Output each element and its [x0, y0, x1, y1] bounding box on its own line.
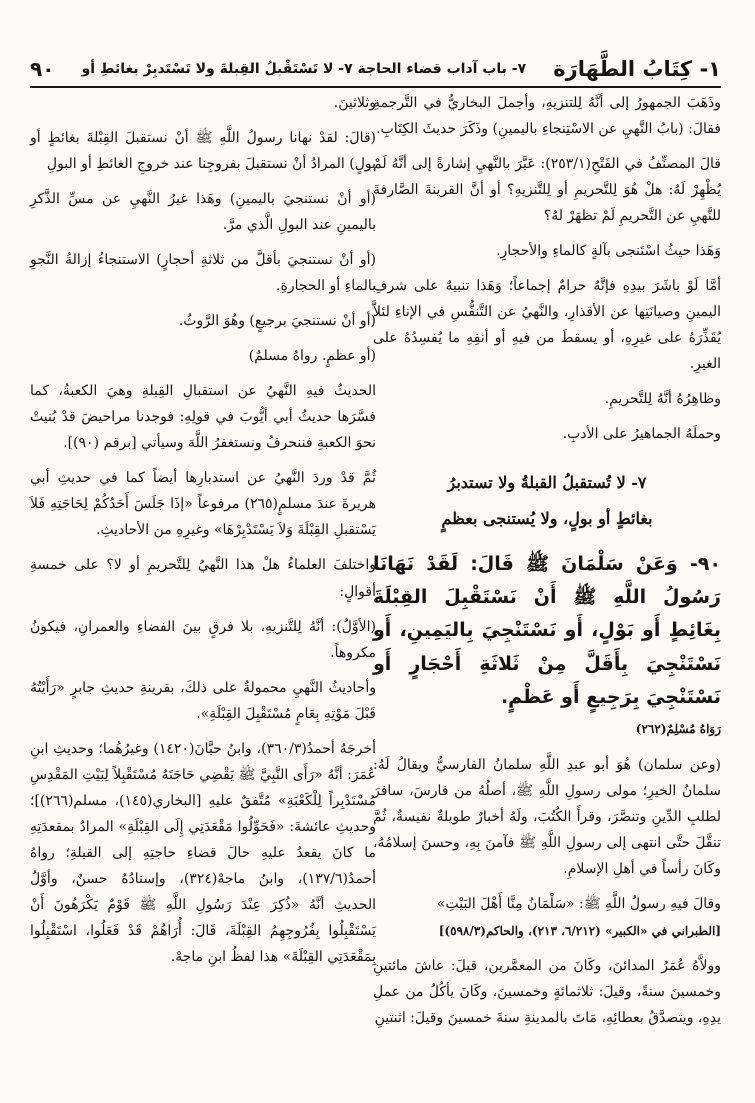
- book-title: ١- كِتَابُ الطَّهَارَة: [553, 57, 721, 81]
- paragraph: (أو أنْ نستنجيَ بأقلَّ من ثلاثةِ أحجارٍ) الاستنجاءُ إزالةُ النَّجوِ بالماءِ أو الحجارةِ.: [30, 252, 376, 295]
- paragraph: (أو عظمٍ. رواهُ مسلمٌ): [248, 348, 376, 365]
- page-header: [30, 52, 721, 88]
- chapter-heading-line: بغائطٍ أو بولٍ، ولا يُستنجى بعظمٍ: [441, 508, 653, 528]
- paragraph: (وعن سلمان) هُوَ أبو عبدِ اللَّهِ سلمانُ الفارسيُّ ويقالُ لَهُ: سلمانُ الخيرِ؛ مولى رسولِ اللَّهِ ﷺ، أصلُهُ من فارسَ، سافرَ لطلبِ الدِّينِ وتنصَّرَ، وقرأَ الكُتُبَ، ولَهُ أخبارٌ طويلةٌ نفيسةٌ، ثُمَّ تنقَّلَ حتَّى انتهى إلى رسولِ اللَّهِ ﷺ فآمنَ بِهِ، وحسنَ إسلامُهُ، وكَانَ رأساً في أهلِ الإسلامِ.: [373, 757, 721, 878]
- paragraph: ثُمَّ قدْ وردَ النَّهيُ عن استدبارِها أيضاً كما في حديثِ أبي هريرةَ عندَ مسلمٍ(٢٦٥) مرفوعاً «إذَا جَلَسَ أَحَدُكُمْ لِحَاجَتِهِ فَلاَ يَسْتقبلِ القِبْلَةَ وَلاَ يَسْتَدْبِرْهَا» وغيرِهِ من الأحاديثِ.: [30, 470, 376, 539]
- paragraph: وولاَّهُ عُمَرُ المدائنَ، وكَانَ من المعمَّرين، قيلَ: عاشَ مائتينِ وخمسينَ سنةً، وقيلَ: ثلاثمائةٍ وخمسينَ، وكَانَ يأكُلُ من عملِ يدِهِ، ويتصدَّقُ بعطائِهِ، مَاتَ بالمدينةِ سنةَ خمسينَ وقيلَ: اثنتينِ: [373, 957, 721, 1026]
- running-chapter-title: ٧- باب آداب قضاء الحاجة ٧- لا تَسْتَقْبلُ القِبلةَ ولا تَسْتَدبِرْ بغائطِ أو: [81, 61, 527, 77]
- paragraph: (أو أنْ نستنجيَ باليمينِ) وهَذا غيرُ النَّهيِ عن مسِّ الذَّكرِ باليمينِ عند البولِ الَّذي مرَّ.: [30, 191, 376, 234]
- paragraph: وَهَذا حيثُ اسْتَنجى بآلةٍ كالماءِ والأحجارِ.: [496, 243, 721, 260]
- hadith-text: ٩٠- وَعَنْ سَلْمَانَ ﷺ قَالَ: لَقَدْ نَهَانَا رَسُولُ اللَّهِ ﷺ أَنْ نَسْتَقْبِلَ القِبْلَةَ بِغَائِطٍ أَو بَوْلٍ، أَو نَسْتَنْجِيَ بِاليَمِينِ، أَو نَسْتَنْجِيَ بِأَقَلَّ مِنْ ثَلاثَةِ أَحْجَارٍ أَو نَسْتَنْجِيَ بِرَجِيعٍ أَو عَظْمٍ.: [373, 552, 721, 708]
- paragraph: [373, 891, 721, 943]
- paragraph: (الأوَّلُ): أنَّهُ لِلتَّنزيهِ، بلا فرقٍ بينَ الفضاءِ والعمرانِ، فيكونُ مكروهاً.: [30, 618, 376, 661]
- paragraph: وظاهِرُهُ أنَّهُ لِلتَّحريمِ.: [604, 391, 721, 408]
- paragraph: قالَ المصنِّفُ في الفَتْحِ(٢٥٣/١): عَبَّرَ بالنَّهيِ إشارةً إلى أنَّهُ لَمْ يُظْهِرْ لَهُ: هلْ هُوَ لِلتَّحريمِ أو لِلتَّنزيهِ؟ أو أنَّ القرينةَ الصَّارفةَ للنَّهيِ عن التَّحريمِ لَمْ تظهَرْ لهُ؟: [373, 156, 721, 225]
- chapter-heading-line: ٧- لا تُستقبلُ القبلةُ ولا تستدبرُ: [447, 473, 647, 493]
- paragraph: أمَّا لَوْ باشَرَ بيدِهِ فإنَّهُ حرامٌ إجماعاً؛ وَهَذا تنبيهٌ على شرفِ اليمينِ وصيانَتِها عن الأقذارِ، والنَّهيُ عن التَّنفُّسِ في الإناءِ لئلاَّ يُقَذِّرَهُ على غيرِهِ، أو يسقطَ من فيهِ أو أنفِهِ ما يُفسِدُهُ على الغيرِ.: [373, 278, 721, 373]
- paragraph: وحملَهُ الجماهيرُ على الأدبِ.: [562, 426, 721, 443]
- paragraph: وأحاديثُ النَّهيِ محمولةٌ على ذلكَ، بقرينةِ حديثِ جابرٍ «رَأَيْتُهُ قَبْلَ مَوْتِهِ بِعَامٍ مُسْتَقْبِلَ القِبْلَةِ».: [30, 679, 376, 722]
- right-column: [373, 90, 721, 1040]
- page-number: ٩٠: [30, 57, 55, 81]
- left-column: [30, 90, 376, 979]
- paragraph: (أو أنْ نستنجيَ برجيعٍ) وهُوَ الرَّوثُ.: [178, 313, 376, 330]
- chapter-heading: [373, 465, 721, 535]
- paragraph: وثلاثينَ.: [333, 95, 376, 111]
- paragraph: (قالَ: لقدْ نهانا رسولُ اللَّهِ ﷺ أنْ نستقبلَ القِبْلةَ بغائطٍ أو بولٍ) المرادُ أنْ نستقبلَ بفروجِنا عند خروجِ الغائطِ أو البولِ: [30, 130, 376, 173]
- hadith-source: رَوَاهُ مُسْلِمٌ(٢٦٢): [635, 722, 721, 736]
- paragraph: وذَهَبَ الجمهورُ إلى أنَّهُ لِلتنزيهِ، وأجملَ البخاريُّ في التَّرجمةِ فقالَ: (بابُ النَّهيِ عن الاسْتِنجاءِ باليمينِ) وذَكَرَ حديثَ الكِتَابِ.: [373, 95, 721, 138]
- reference: [الطبراني في «الكبير» (٦/٢١٢، ٢١٣)، والحاكم(٥٩٨/٣)]: [438, 923, 721, 938]
- paragraph: واختلفَ العلماءُ هلْ هذا النَّهيُ لِلتَّحريمِ أو لا؟ على خمسةِ أقوالٍ:: [30, 557, 376, 600]
- paragraph: الحديثُ فيهِ النَّهيُ عن استقبالِ القِبلةِ وهيَ الكعبةُ، كما فسَّرَها حديثُ أبي أيُّوبَ في قولِهِ: فوجدنا مراحيضَ قدْ بُنيتْ نحوَ الكعبةِ فننحرفُ ونستغفرُ اللَّهَ وسيأتي [برقم (٩٠)].: [30, 383, 376, 452]
- quote: وقالَ فيهِ رسولُ اللَّهِ ﷺ: «سَلْمَانُ مِنَّا أَهْلَ البَيْتِ»: [436, 896, 721, 913]
- paragraph: أخرجَهُ أحمدُ(٣٦٠/٣)، وابنُ حبَّانَ(١٤٢٠) وغيرُهُما؛ وحديثِ ابنِ عُمَرَ: أنَّهُ «رَأَى النَّبِيَّ ﷺ يَقْضِي حَاجَتَهُ مُسْتَقْبِلاً لِبَيْتِ المَقْدِسِ مُسْتَدْبِراً لِلْكَعْبَةِ» مُتَّفقٌ عليهِ [البخاري(١٤٥)، مسلم(٢٦٦)]؛ وحديثِ عائشةَ: «فَحَوِّلُوا مَقْعَدَتِي إِلَى القِبْلَةِ» المرادُ بمقعدَتِهِ ما كانَ يقعدُ عليهِ حالَ قضاءِ حاجتِهِ إلى القبلةِ؛ رواهُ أحمدُ(١٣٧/٦)، وابنُ ماجهْ(٣٢٤)، وإسنادُهُ حسنٌ، وأوَّلُ الحديثِ أنَّهُ «ذُكِرَ عِنْدَ رَسُولِ اللَّهِ ﷺ قَوْمٌ يَكْرَهُونَ أَنْ يَسْتَقْبِلُوا بِفُرُوجِهِمُ القِبْلَةَ، قَالَ: أُرَاهُمْ قَدْ فَعَلُوا، اسْتَقْبِلُوا بِمَقْعَدَتِي القِبْلَةَ» هذا لفظُ ابنِ ماجهْ.: [30, 740, 377, 965]
